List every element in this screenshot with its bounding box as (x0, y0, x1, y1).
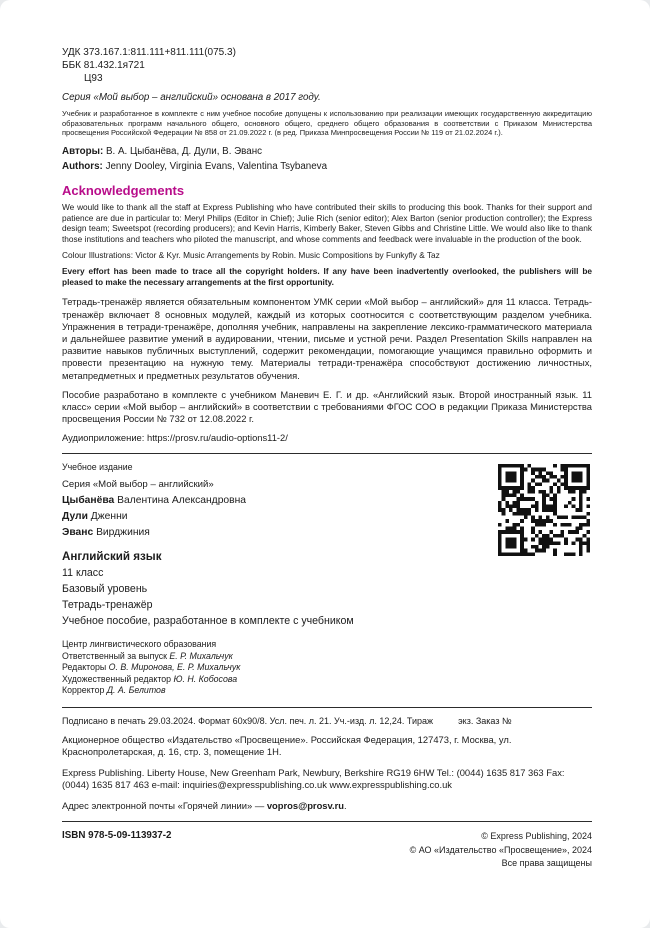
audio-app-line (62, 432, 592, 443)
author-surname: Эванс (62, 527, 94, 539)
authors-ru-label: Авторы: (62, 145, 104, 157)
copyright-line: © АО «Издательство «Просвещение», 2024 (409, 844, 592, 855)
divider-middle (62, 707, 592, 708)
staff-line (62, 685, 592, 696)
hotline-period: . (344, 800, 347, 812)
acknowledgements-heading: Acknowledgements (62, 183, 185, 199)
author-sign: Ц93 (84, 73, 103, 84)
bbk-line: ББК 81.432.1я721 (62, 60, 145, 71)
edition-title: Английский язык (62, 550, 162, 564)
qr-code (498, 464, 590, 556)
author-surname: Дули (62, 511, 88, 523)
print-run-line: Подписано в печать 29.03.2024. Формат 60х90/8. Усл. печ. л. 21. Уч.-изд. л. 12,24. Тираж экз. Заказ № (62, 715, 512, 726)
copyright-line: Все права защищены (501, 857, 592, 868)
audio-app-label: Аудиоприложение: (62, 432, 147, 444)
copyright-holders-notice: Every effort has been made to trace all the copyright holders. If any have been inadvertently overlooked, the publishers will be pleased to make the necessary arrangements at the first opportunity. (62, 266, 592, 287)
series-founded-note: Серия «Мой выбор – английский» основана в 2017 году. (62, 92, 321, 103)
audio-app-link[interactable]: https://prosv.ru/audio-options11-2/ (146, 432, 288, 444)
bibliographic-codes (62, 46, 592, 85)
staff-name: О. В. Миронова, Е. Р. Михальчук (108, 662, 241, 673)
staff-name: Ю. Н. Кобосова (173, 673, 238, 684)
staff-role: Ответственный за выпуск (62, 650, 170, 661)
isbn: ISBN 978-5-09-113937-2 (62, 830, 172, 842)
authors-ru-value: В. А. Цыбанёва, Д. Дули, В. Эванс (105, 145, 263, 157)
footer-row (62, 830, 592, 869)
divider-top (62, 453, 592, 454)
colour-illustrations-line: Colour Illustrations: Victor & Kyr. Music Arrangements by Robin. Music Compositions by Funkyfly & Taz (62, 250, 440, 261)
edition-grade: 11 класс (62, 567, 104, 580)
staff-line (62, 651, 592, 662)
annotation-paragraph: Тетрадь-тренажёр является обязательным компонентом УМК серии «Мой выбор – английский» для 11 класса. Тетрадь-тренажёр включает 8 основных модулей, каждый из которых соотносится с соответствующим разделом учебника. Упражнения в тетради-тренажёре, дополняя учебник, направлены на закрепление лексико-грамматического материала и дальнейшее развитие умений в аудировании, чтении, письме и устной речи. Раздел Presentation Skills направлен на развитие навыков публичных выступлений, содержит рекомендации, помогающие учащимся правильно оформить и провести презентацию на нужную тему. Материалы тетради-тренажёра способствуют достижению личностных, метапредметных и предметных результатов обучения. (62, 296, 592, 381)
staff-line (62, 662, 592, 673)
express-address-text: Express Publishing. Liberty House, New Greenham Park, Newbury, Berkshire RG19 6HW Tel.: (0044) 1635 817 363 Fax: (0044) 1635 817 463 e-mail: (62, 767, 565, 791)
staff-name: Д. А. Белитов (106, 685, 166, 696)
edition-subtitle: Тетрадь-тренажёр (62, 599, 153, 612)
express-website[interactable]: www.expresspublishing.co.uk (326, 779, 452, 791)
edition-note: Учебное пособие, разработанное в комплекте с учебником (62, 615, 354, 628)
hotline-label: Адрес электронной почты «Горячей линии» — (62, 800, 267, 812)
staff-role: Редакторы (62, 662, 109, 673)
authors-en-label: Authors: (62, 160, 103, 172)
authors-en-value: Jenny Dooley, Virginia Evans, Valentina Tsybaneva (105, 160, 328, 172)
hotline-line (62, 800, 592, 811)
express-email[interactable]: inquiries@expresspublishing.co.uk (182, 779, 327, 791)
author-given: Валентина Александровна (114, 495, 247, 507)
edition-block (62, 462, 592, 627)
complect-paragraph: Пособие разработано в комплекте с учебником Маневич Е. Г. и др. «Английский язык. Второй иностранный язык. 11 класс» серии «Мой выбор – английский» в соответствии с требованиями ФГОС СОО в редакции Приказа Министерства просвещения России № 732 от 12.08.2022 г. (62, 388, 592, 425)
authors-ru-line (62, 146, 592, 159)
divider-bottom (62, 821, 592, 822)
acknowledgements-body: We would like to thank all the staff at Express Publishing who have contributed their skills to producing this book. Thanks for their support and patience are due in particular to: Meryl Philips (Editor in Chief); Julie Rich (senior editor); Alex Barton (senior production controller); the Express design team; Sweetspot (recording producers); and Kevin Harris, Kimberly Baker, Steven Gibbs and Christine Little. We would also like to thank those institutions and teachers who piloted the manuscript, and whose comments and feedback were invaluable in the production of the book. (62, 202, 592, 244)
authors-en-line (62, 161, 592, 174)
express-publishing-address (62, 767, 592, 791)
udk-line: УДК 373.167.1:811.111+811.111(075.3) (62, 47, 236, 58)
staff-name: Е. Р. Михальчук (169, 650, 233, 661)
author-given: Вирджиния (93, 527, 150, 539)
staff-role: Корректор (62, 685, 107, 696)
staff-center: Центр лингвистического образования (62, 639, 217, 650)
staff-block (62, 639, 592, 696)
approval-note: Учебник и разработанное в комплекте с ним учебное пособие допущены к использованию при реализации имеющих государственную аккредитацию образовательных программ начального общего, основного общего, среднего общего образования в соответствии с Приказом Министерства просвещения Российской Федерации № 858 от 21.09.2022 г. (в ред. Приказа Минпросвещения России № 119 от 21.02.2024 г.). (62, 109, 592, 138)
publisher-address: Акционерное общество «Издательство «Просвещение». Российская Федерация, 127473, г. Москва, ул. Краснопролетарская, д. 16, стр. 3, помещение 1Н. (62, 733, 512, 757)
copyright-block (410, 830, 592, 869)
copyright-line: © Express Publishing, 2024 (481, 831, 592, 842)
staff-line (62, 674, 592, 685)
edition-level: Базовый уровень (62, 583, 148, 596)
edition-series: Серия «Мой выбор – английский» (62, 479, 214, 491)
staff-role: Художественный редактор (62, 673, 174, 684)
edition-type: Учебное издание (62, 462, 133, 473)
hotline-email[interactable]: vopros@prosv.ru (266, 800, 345, 812)
author-surname: Цыбанёва (62, 495, 115, 507)
author-given: Дженни (87, 511, 128, 523)
